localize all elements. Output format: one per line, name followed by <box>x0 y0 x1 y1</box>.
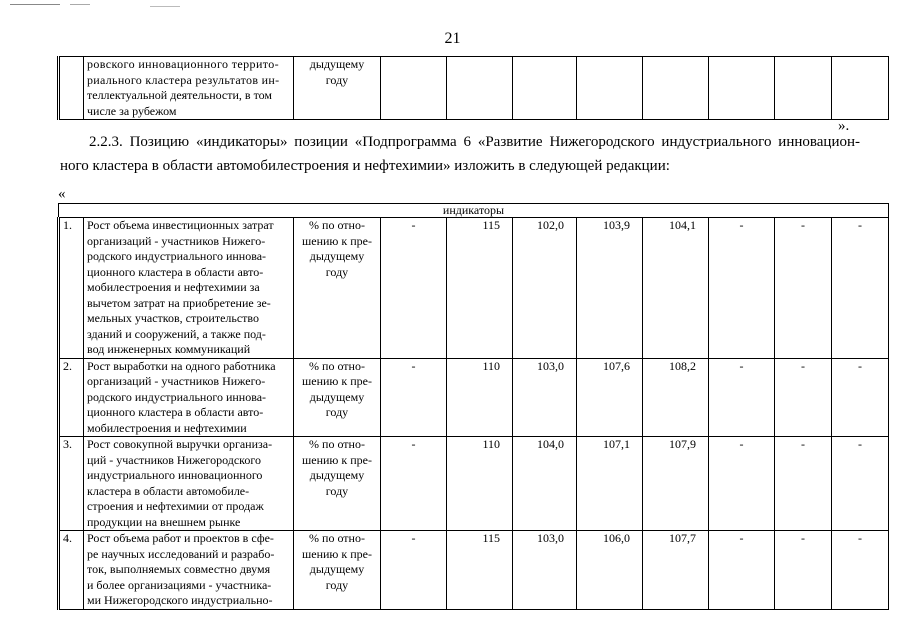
indicator-name-cell <box>84 218 294 359</box>
name-line: продукции на внешнем рынке <box>87 514 241 529</box>
value-cell <box>447 57 513 120</box>
value-cell <box>513 57 577 120</box>
name-line: и более организациями - участника- <box>87 577 272 592</box>
closing-quote: ». <box>838 118 850 134</box>
scan-artifact <box>10 4 60 5</box>
unit-line: дыдущему <box>309 389 365 404</box>
unit-cell <box>294 531 381 610</box>
value-cell <box>577 57 643 120</box>
name-line: ток, выполняемых совместно двумя <box>87 562 271 576</box>
indicator-name-cell <box>84 437 294 531</box>
unit-line: % по отно- <box>309 437 365 451</box>
value-cell: - <box>381 358 447 437</box>
name-line: теллектуальной деятельности, в том <box>87 88 273 102</box>
value-cell: - <box>381 218 447 359</box>
name-line: ций - участников Нижегородского <box>87 452 262 467</box>
value-cell: - <box>775 437 832 531</box>
value-cell: 106,0 <box>577 531 643 610</box>
table-row <box>59 531 889 610</box>
value-cell: - <box>381 531 447 610</box>
name-line: Рост выработки на одного работника <box>87 358 276 373</box>
name-line: Рост объема работ и проектов в сфе- <box>87 531 274 545</box>
value-cell: 107,1 <box>577 437 643 531</box>
name-line: вычетом затрат на приобретение зе- <box>87 295 271 310</box>
indicators-table <box>57 203 889 610</box>
unit-line: году <box>325 483 349 498</box>
value-cell: - <box>709 437 775 531</box>
name-line: зданий и сооружений, а также под- <box>87 326 266 341</box>
num-cell <box>59 57 84 120</box>
value-cell: 104,0 <box>513 437 577 531</box>
name-line: мельных участков, строительство <box>87 311 260 325</box>
table-row <box>59 218 889 359</box>
value-cell: 115 <box>447 531 513 610</box>
name-line: мобилестроения и нефтехимии за <box>87 280 260 294</box>
value-cell: - <box>709 358 775 437</box>
value-cell: - <box>775 358 832 437</box>
value-cell: 108,2 <box>643 358 709 437</box>
table-header-row <box>59 204 889 218</box>
table-row <box>59 437 889 531</box>
name-line: организаций - участников Нижего- <box>87 374 266 388</box>
scan-artifact <box>70 4 90 5</box>
name-line: кластера в области автомобиле- <box>87 483 250 498</box>
indicator-name-cell <box>84 358 294 437</box>
value-cell: - <box>381 437 447 531</box>
table-row <box>59 57 889 120</box>
value-cell: - <box>709 218 775 359</box>
name-line: Рост объема инвестиционных затрат <box>87 218 274 232</box>
value-cell: 102,0 <box>513 218 577 359</box>
value-cell <box>643 57 709 120</box>
value-cell: 103,0 <box>513 531 577 610</box>
value-cell <box>832 57 889 120</box>
name-line: вод инженерных коммуникаций <box>87 342 251 356</box>
name-line: числе за рубежом <box>87 103 177 118</box>
name-line: ровского инновационного террито- <box>87 57 280 71</box>
unit-line: дыдущему <box>309 249 365 263</box>
value-cell: 115 <box>447 218 513 359</box>
indicator-name-cell <box>84 531 294 610</box>
unit-cell <box>294 358 381 437</box>
name-line: организаций - участников Нижего- <box>87 233 266 248</box>
value-cell: 104,1 <box>643 218 709 359</box>
name-line: риального кластера результатов ин- <box>87 72 280 87</box>
unit-line: шению к пре- <box>302 546 372 561</box>
unit-line: % по отно- <box>309 531 365 545</box>
scan-artifact <box>150 6 180 7</box>
row-number: 1. <box>59 218 84 359</box>
value-cell: 107,9 <box>643 437 709 531</box>
value-cell: 110 <box>447 358 513 437</box>
table-row <box>59 358 889 437</box>
unit-line: дыдущему <box>309 562 365 576</box>
unit-line: году <box>325 72 349 87</box>
name-line: индустриального инновационного <box>87 468 263 482</box>
indicator-name-cell <box>84 57 294 120</box>
row-number: 3. <box>59 437 84 531</box>
name-line: ми Нижегородского индустриально- <box>87 593 273 607</box>
name-line: ционного кластера в области авто- <box>87 405 264 419</box>
paragraph: 2.2.3. Позицию «индикаторы» позиции «Подпрограмма 6 «Развитие Нижегородского индустриального инновацион-ного кластера в области автомобилестроения и нефтехимии» изложить в следующей редакции: <box>60 134 860 174</box>
value-cell: - <box>832 218 889 359</box>
unit-cell <box>294 218 381 359</box>
name-line: строения и нефтехимии от продаж <box>87 499 264 513</box>
value-cell <box>709 57 775 120</box>
unit-line: % по отно- <box>309 358 365 373</box>
name-line: родского индустриального иннова- <box>87 389 267 404</box>
name-line: Рост совокупной выручки организа- <box>87 437 273 451</box>
unit-line: шению к пре- <box>302 452 372 467</box>
table-header: индикаторы <box>59 204 889 218</box>
unit-line: шению к пре- <box>302 233 372 248</box>
value-cell: 107,6 <box>577 358 643 437</box>
name-line: родского индустриального иннова- <box>87 249 267 263</box>
name-line: ре научных исследований и разрабо- <box>87 546 275 561</box>
unit-line: году <box>325 405 349 419</box>
value-cell: - <box>832 437 889 531</box>
value-cell: 103,0 <box>513 358 577 437</box>
page-number: 21 <box>444 30 461 47</box>
name-line: мобилестроения и нефтехимии <box>87 420 247 435</box>
unit-cell <box>294 57 381 120</box>
unit-line: году <box>325 577 349 592</box>
row-number: 2. <box>59 358 84 437</box>
value-cell: 103,9 <box>577 218 643 359</box>
unit-line: шению к пре- <box>302 374 372 388</box>
value-cell <box>775 57 832 120</box>
row-number: 4. <box>59 531 84 610</box>
unit-line: дыдущему <box>309 468 365 482</box>
value-cell: - <box>775 218 832 359</box>
value-cell: - <box>832 358 889 437</box>
value-cell: - <box>709 531 775 610</box>
value-cell: - <box>775 531 832 610</box>
unit-line: % по отно- <box>309 218 365 232</box>
continued-table <box>57 56 889 120</box>
value-cell: 110 <box>447 437 513 531</box>
opening-quote: « <box>58 186 66 202</box>
unit-line: году <box>325 264 349 279</box>
value-cell: - <box>832 531 889 610</box>
value-cell: 107,7 <box>643 531 709 610</box>
unit-line: дыдущему <box>309 57 365 71</box>
value-cell <box>381 57 447 120</box>
unit-cell <box>294 437 381 531</box>
name-line: ционного кластера в области авто- <box>87 264 264 279</box>
